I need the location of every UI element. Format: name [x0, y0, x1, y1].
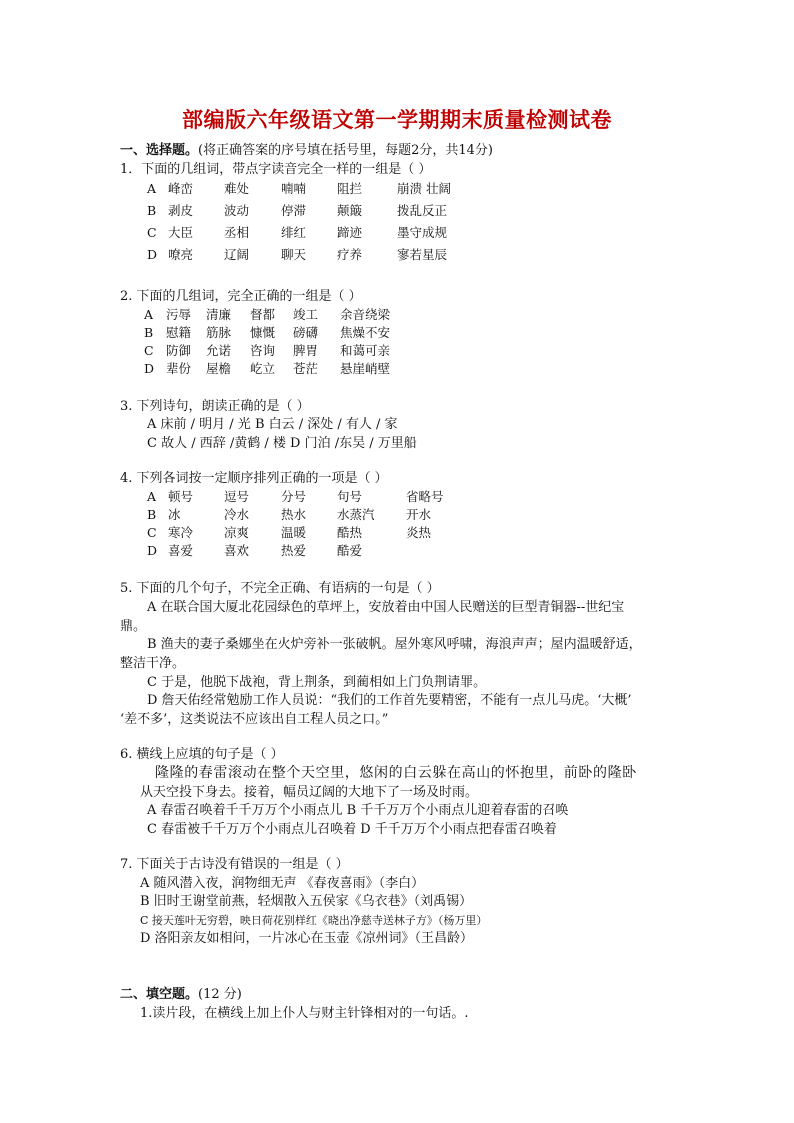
q4-option-word: 寒冷 [168, 525, 194, 540]
q2-option-word: 督都 [250, 307, 276, 322]
q1-option-word: 峰峦 [168, 181, 194, 196]
q6-stem: 6. 横线上应填的句子是（ ） [120, 747, 284, 762]
section-2-note: (12 分) [198, 987, 242, 1002]
page-title: 部编版六年级语文第一学期期末质量检测试卷 [182, 107, 612, 132]
q1-option-word: 蹄迹 [337, 225, 363, 240]
q2-option-word: 和蔼可亲 [340, 343, 391, 358]
q1-option-letter: A [147, 181, 157, 196]
q1-option-word: 丞相 [224, 225, 250, 240]
q4-option-word: 酷热 [337, 525, 363, 540]
q4-option-word: 炎热 [406, 525, 432, 540]
q5-option-b: B 渔夫的妻子桑娜坐在火炉旁补一张破帆。屋外寒风呼啸，海浪声声；屋内温暖舒适， [147, 637, 642, 652]
q5-option-c: C 于是，他脱下战袍，背上荆条，到蔺相如上门负荆请罪。 [147, 675, 487, 690]
q5-option-a: A 在联合国大厦北花园绿色的草坪上，安放着由中国人民赠送的巨型青铜器--世纪宝 [147, 600, 625, 615]
section-2-q1: 1.读片段，在横线上加上仆人与财主针锋相对的一句话。. [140, 1006, 469, 1021]
q3-stem: 3. 下列诗句，朗读正确的是（ ） [120, 399, 310, 414]
q2-option-word: 辈份 [166, 361, 192, 376]
q1-option-word: 嘹亮 [168, 247, 194, 262]
section-2-heading [120, 986, 242, 1003]
q2-option-word: 筋脉 [206, 325, 232, 340]
q2-option-word: 屋檐 [206, 361, 232, 376]
q4-option-letter: D [147, 543, 158, 558]
q2-option-word: 防御 [166, 343, 192, 358]
q4-option-letter: B [147, 507, 157, 522]
q1-stem: 1．下面的几组词，带点字读音完全一样的一组是（ ） [120, 162, 432, 177]
q4-option-word: 句号 [337, 489, 363, 504]
q2-option-word: 竣工 [293, 307, 319, 322]
q2-option-word: 磅礴 [293, 325, 319, 340]
q2-option-word: 咨询 [250, 343, 276, 358]
q4-option-word: 酷爱 [337, 543, 363, 558]
q1-option-letter: C [147, 225, 157, 240]
q7-stem: 7. 下面关于古诗没有错误的一组是（ ） [120, 857, 349, 872]
q4-option-word: 热水 [281, 507, 307, 522]
q4-option-word: 冰 [168, 507, 181, 522]
q1-option-word: 阻拦 [337, 181, 363, 196]
q1-option-word: 寥若星辰 [397, 247, 448, 262]
q2-option-word: 屹立 [250, 361, 276, 376]
q2-option-letter: D [144, 361, 155, 376]
section-1-title: 一、选择题。 [120, 143, 199, 158]
q1-option-letter: B [147, 203, 157, 218]
q1-option-word: 拨乱反正 [397, 203, 448, 218]
q3-option-ab: A 床前 / 明月 / 光 B 白云 / 深处 / 有人 / 家 [147, 417, 398, 432]
q1-option-word: 辽阔 [224, 247, 250, 262]
q5-option-d: D 詹天佑经常勉励工作人员说：“我们的工作首先要精密，不能有一点儿马虎。‘大概’ [147, 693, 632, 708]
q1-option-word: 喃喃 [281, 181, 307, 196]
q1-option-word: 疗养 [337, 247, 363, 262]
q7-option-b: B 旧时王谢堂前燕，轻烟散入五侯家《乌衣巷》（刘禹锡） [140, 894, 473, 909]
q1-option-letter: D [147, 247, 158, 262]
section-1-note: (将正确答案的序号填在括号里，每题2分，共14分) [198, 143, 493, 158]
q2-option-word: 污辱 [166, 307, 192, 322]
q2-option-word: 允诺 [206, 343, 232, 358]
q2-option-word: 焦燥不安 [340, 325, 391, 340]
q6-options-ab: A 春雷召唤着千千万万个小雨点儿 B 千千万万个小雨点儿迎着春雷的召唤 [147, 803, 569, 818]
q1-option-word: 难处 [224, 181, 250, 196]
q4-option-word: 水蒸汽 [337, 507, 375, 522]
section-2-title: 二、填空题。 [120, 987, 199, 1002]
section-1-heading [120, 142, 493, 159]
q1-option-word: 颠簸 [337, 203, 363, 218]
q6-passage-2: 从天空投下身去。接着，幅员辽阔的大地下了一场及时雨。 [140, 785, 479, 800]
q2-option-word: 悬崖峭壁 [340, 361, 391, 376]
q2-option-letter: B [144, 325, 154, 340]
q1-option-word: 绯红 [281, 225, 307, 240]
q5-stem: 5. 下面的几个句子，不完全正确、有语病的一句是（ ） [120, 581, 440, 596]
q2-option-word: 慰籍 [166, 325, 192, 340]
q4-option-word: 喜爱 [168, 543, 194, 558]
q2-option-word: 慷慨 [250, 325, 276, 340]
q5-option-b-cont: 整洁干净。 [120, 656, 186, 671]
q4-option-word: 喜欢 [224, 543, 250, 558]
q1-option-word: 剥皮 [168, 203, 194, 218]
q1-option-word: 崩溃 壮阔 [397, 181, 451, 196]
q1-option-word: 墨守成规 [397, 225, 448, 240]
q2-option-word: 余音绕梁 [340, 307, 391, 322]
q2-option-word: 脾胃 [293, 343, 319, 358]
q7-option-d: D 洛阳亲友如相问，一片冰心在玉壶《凉州词》（王昌龄） [140, 931, 474, 946]
q1-option-word: 大臣 [168, 225, 194, 240]
q4-option-letter: C [147, 525, 157, 540]
q2-option-word: 苍茫 [293, 361, 319, 376]
q2-option-letter: A [144, 307, 154, 322]
q1-option-word: 聊天 [281, 247, 307, 262]
q6-passage-1: 隆隆的春雷滚动在整个天空里，悠闲的白云躲在高山的怀抱里，前卧的隆卧 [155, 765, 637, 781]
q6-options-cd: C 春雷被千千万万个小雨点儿召唤着 D 千千万万个小雨点把春雷召唤着 [147, 822, 557, 837]
q2-stem: 2. 下面的几组词，完全正确的一组是（ ） [120, 289, 362, 304]
q4-stem: 4. 下列各词按一定顺序排列正确的一项是（ ） [120, 471, 388, 486]
q5-option-a-cont: 鼎。 [120, 619, 147, 634]
q4-option-word: 顿号 [168, 489, 194, 504]
q7-option-c: C 接天莲叶无穷碧，映日荷花别样红《晓出净慈寺送林子方》（杨万里） [140, 914, 488, 927]
q3-option-cd: C 故人 / 西辞 /黄鹤 / 楼 D 门泊 /东吴 / 万里船 [147, 436, 417, 451]
q1-option-word: 波动 [224, 203, 250, 218]
q4-option-word: 凉爽 [224, 525, 250, 540]
q4-option-word: 温暖 [281, 525, 307, 540]
q7-option-a: A 随风潜入夜，润物细无声 《春夜喜雨》（李白） [140, 876, 425, 891]
q4-option-word: 逗号 [224, 489, 250, 504]
q4-option-letter: A [147, 489, 157, 504]
q4-option-word: 分号 [281, 489, 307, 504]
q4-option-word: 热爱 [281, 543, 307, 558]
q5-option-d-cont: ‘差不多’，这类说法不应该出自工程人员之口。” [120, 712, 389, 727]
q2-option-letter: C [144, 343, 154, 358]
q4-option-word: 开水 [406, 507, 432, 522]
q4-option-word: 省略号 [406, 489, 444, 504]
q2-option-word: 清廉 [206, 307, 232, 322]
q1-option-word: 停滞 [281, 203, 307, 218]
q4-option-word: 冷水 [224, 507, 250, 522]
